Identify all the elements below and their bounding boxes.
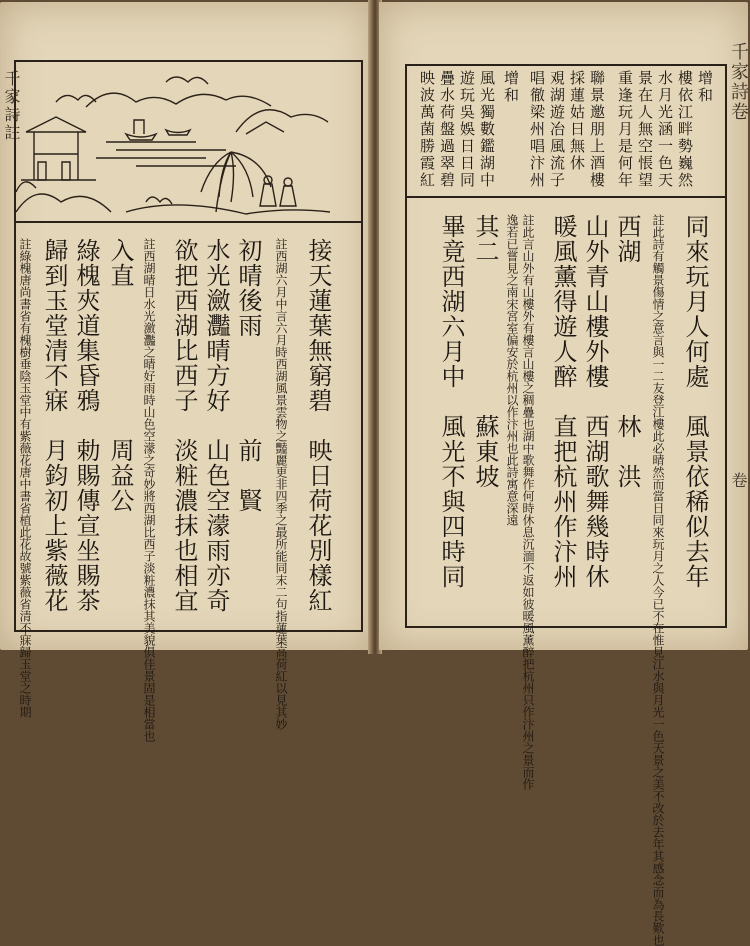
landscape-woodcut-icon <box>16 62 330 222</box>
commentary-line: 註綠槐唐尚書省有槐樹垂陰玉堂中有紫薇花唐中書省植此花故號紫薇省清不寐歸玉堂之時期 <box>18 238 32 718</box>
top-poem-line: 採蓮姑日無休 <box>568 70 586 172</box>
poem-title-author: 其二 蘇東坡 <box>471 214 499 489</box>
right-top-block-rule <box>405 196 725 198</box>
poem-line: 畢竟西湖六月中 風光不與四時同 <box>437 214 465 589</box>
top-right-label: 增和 <box>696 70 714 104</box>
top-poem-line: 重逢玩月是何年 <box>616 70 634 189</box>
top-poem-line: 唱徹梁州唱汴州 <box>528 70 546 189</box>
top-poem-line: 樓依江畔勢巍然 <box>676 70 694 189</box>
commentary-line: 逸若已嘗見之南宋宮室偏安於杭州以作汴州也此詩寓意深遠 <box>505 214 519 526</box>
commentary-line: 註此詩有觸景傷情之意言與一二友登江樓此必晴然而當日同來玩月之人今已不在惟見江水與月光一色天景之美不改於去年其感念而為長歎也 <box>651 214 665 946</box>
right-gutter-label: 卷 <box>729 472 748 490</box>
commentary-line: 註西湖晴日水光瀲灩之晴好雨時山色空濛之奇妙將西湖比西子淡粧濃抹其美貌俱佳景固是相當也 <box>142 238 156 742</box>
top-poem-line: 景在人無空悵望 <box>636 70 654 189</box>
poem-line: 山外青山樓外樓 西湖歌舞幾時休 <box>581 214 609 589</box>
poem-line: 水光瀲灩晴方好 山色空濛雨亦奇 <box>202 238 230 613</box>
commentary-line: 註此言山外有山樓外有樓言山樓之稠疊也湖中歌舞作何時休息沉湎不返如彼暖風薰醉把杭州只作汴州之景而作 <box>521 214 535 790</box>
left-page <box>0 2 372 742</box>
right-page <box>379 2 749 946</box>
poem-line: 欲把西湖比西子 淡粧濃抹也相宜 <box>170 238 198 613</box>
top-poem-line: 水月光涵一色天 <box>656 70 674 189</box>
top-poem-line: 遊玩吳娛日日同 <box>458 70 476 189</box>
poem-line: 歸到玉堂清不寐 月鈞初上紫薇花 <box>40 238 68 613</box>
poem-line: 暖風薰得遊人醉 直把杭州作汴州 <box>549 214 577 589</box>
right-margin-title: 千家詩卷 <box>728 42 749 122</box>
top-poem-line: 疊水荷盤過翠碧 <box>438 70 456 189</box>
poem-title-author: 西湖 林 洪 <box>613 214 641 489</box>
poem-line: 綠槐夾道集昏鴉 勅賜傳宣坐賜茶 <box>72 238 100 613</box>
top-poem-line: 映波萬菌勝霞紅 <box>418 70 436 189</box>
top-poem-line: 聯景邀朋上酒樓 <box>588 70 606 189</box>
left-margin-title: 千家詩註 <box>2 70 21 142</box>
poem-title-author: 入直 周益公 <box>106 238 134 513</box>
top-poem-line: 覌湖遊冶風流子 <box>548 70 566 189</box>
poem-title-author: 初晴後雨 前 賢 <box>234 238 262 513</box>
commentary-line: 註西湖六月中言六月時西湖風景雲物之豔麗更非四季之最所能同末二句指蓮葉高荷紅以見其妙 <box>274 238 288 730</box>
top-poem-heading: 增和 <box>502 70 520 104</box>
left-illustration-rule <box>14 221 361 223</box>
poem-line: 同來玩月人何處 風景依稀似去年 <box>681 214 709 589</box>
poem-line: 接天蓮葉無窮碧 映日荷花別樣紅 <box>304 238 332 613</box>
top-poem-line: 風光獨數鑑湖中 <box>478 70 496 189</box>
